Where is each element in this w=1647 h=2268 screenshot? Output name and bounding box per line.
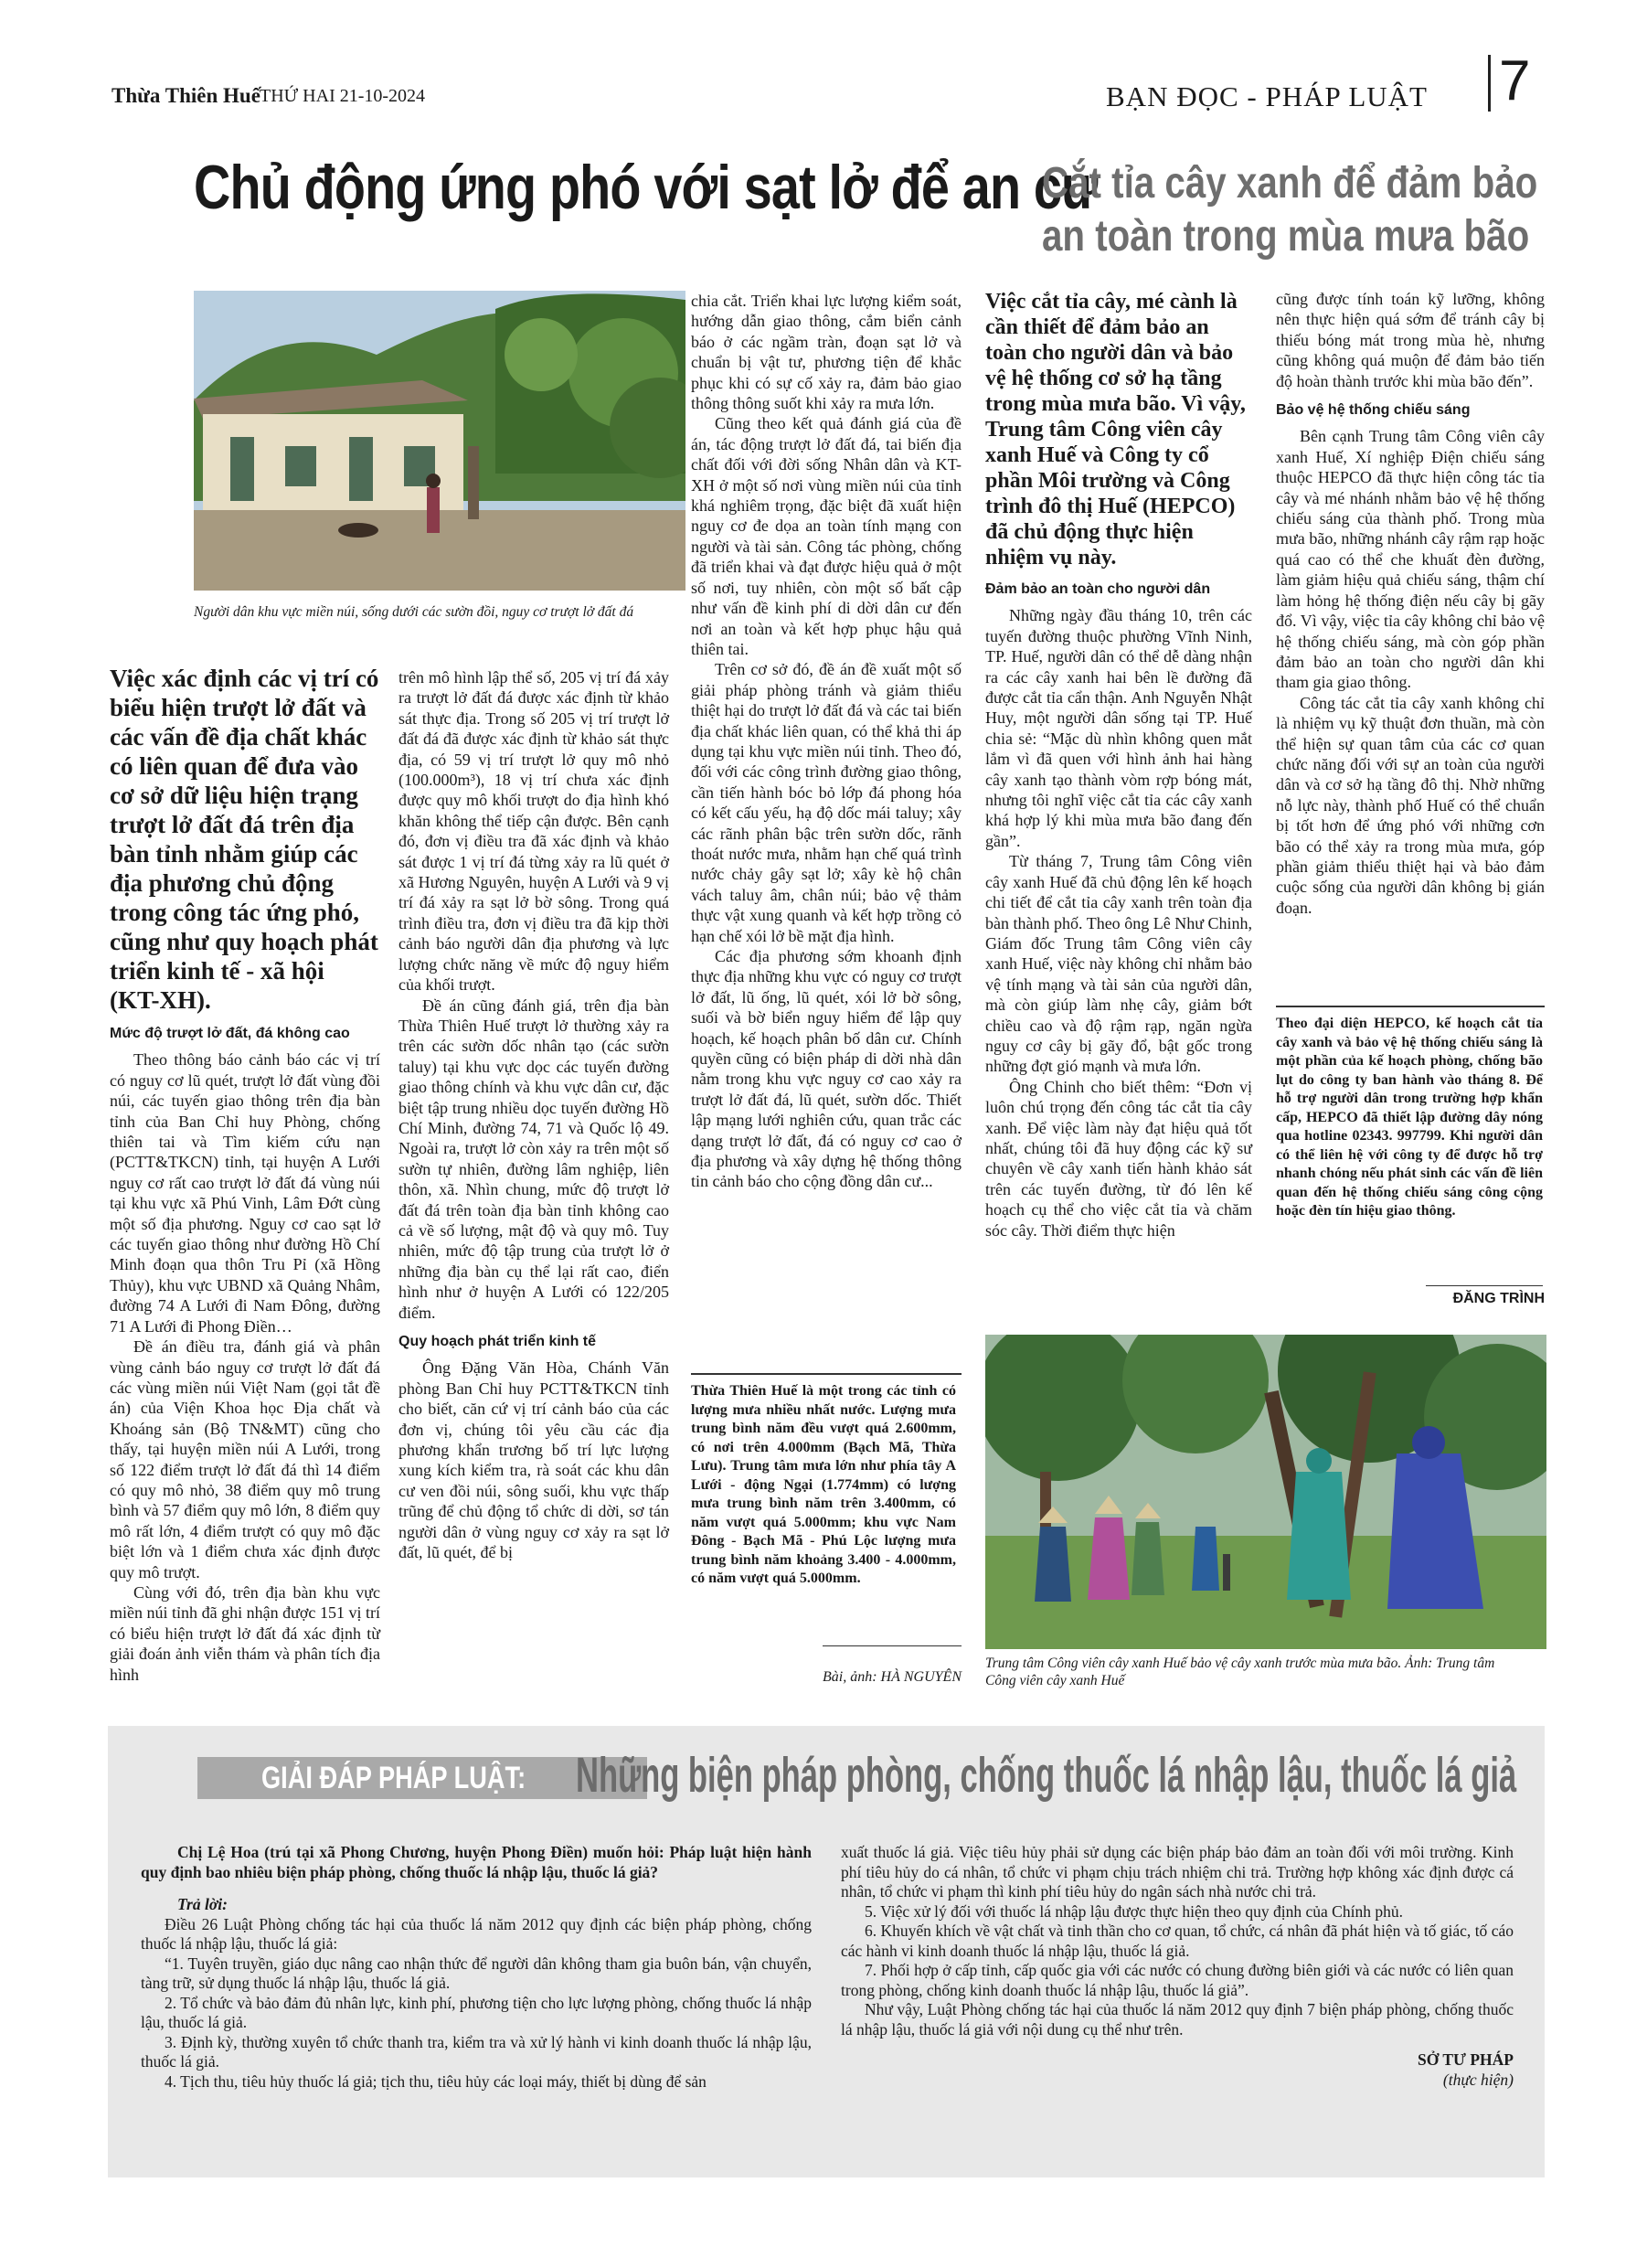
article2-byline-divider (1426, 1285, 1543, 1286)
article1-byline-divider (823, 1645, 962, 1646)
article2-paragraph: Bên cạnh Trung tâm Công viên cây xanh Huế, Xí nghiệp Điện chiếu sáng thuộc HEPCO đã thực hiện công tác tỉa cây và mé nhánh nhằm bảo vệ hệ thống chiếu sáng của thành phố. Trong mùa mưa bão, những nhánh cây rậm rạp hoặc quá cao có thể che khuất đèn đường, làm giảm hiệu quả chiếu sáng, thậm chí làm hỏng hệ thống điện nếu cây bị gãy đổ. Vì vậy, việc tỉa cây không chỉ bảo vệ hệ thống chiếu sáng, mà còn góp phần đảm bảo an toàn cho người dân khi tham gia giao thông. (1276, 427, 1545, 692)
article2-paragraph: Những ngày đầu tháng 10, trên các tuyến đường thuộc phường Vĩnh Ninh, TP. Huế, người dân có thể dễ dàng nhận ra các cây xanh hai bên lề đường đã được cắt tỉa cẩn thận. Anh Nguyễn Nhật Huy, một người dân sống tại TP. Huế chia sẻ: “Mặc dù nhìn không quen mắt lắm vì đã quen với hình ảnh hai hàng cây xanh tạo thành vòm rợp bóng mát, nhưng tôi nghĩ việc cắt tỉa các cây xanh khá hợp lý khi mùa mưa bão đang đến gần”. (985, 606, 1252, 850)
tree-workers-photo-illustration (985, 1335, 1546, 1649)
legal-paragraph: Như vậy, Luật Phòng chống tác hại của thuốc lá năm 2012 quy định 7 biện pháp phòng, chống thuốc lá nhập lậu, thuốc lá giả với nội dung cụ thể như trên. (841, 2000, 1514, 2039)
article2-subhead-2: Bảo vệ hệ thống chiếu sáng (1276, 402, 1471, 419)
article2-info-box: Theo đại diện HEPCO, kế hoạch cắt tỉa cây xanh và bảo vệ hệ thống chiếu sáng là một phần của kế hoạch phòng, chống bão lụt do công ty ban hành vào tháng 8. Để hỗ trợ người dân trong trường hợp khẩn cấp, HEPCO đã thiết lập đường dây nóng qua hotline 02343. 997799. Khi người dân có thể liên hệ với công ty để được hỗ trợ nhanh chóng nếu phát sinh các vấn đề liên quan đến hệ thống chiếu sáng công cộng hoặc đèn tín hiệu giao thông. (1276, 1016, 1543, 1219)
article1-paragraph: Đề án cũng đánh giá, trên địa bàn Thừa Thiên Huế trượt lở thường xảy ra trên các sườn dốc nhân tạo (các sườn taluy) tại khu vực dọc các tuyến đường giao thông chính và khu vực dân cư, đặc biệt tập trung nhiều dọc tuyến đường Hồ Chí Minh, đường 74, 71 và Quốc lộ 49. Ngoài ra, trượt lở còn xảy ra trên một số sườn tự nhiên, đường lâm nghiệp, liên thôn, xã. Nhìn chung, mức độ trượt lở đất đá trên toàn địa bàn tỉnh không cao cả về số lượng, mật độ và quy mô. Tuy nhiên, mức độ tập trung của trượt lở ở những địa bàn cụ thể lại rất cao, điển hình như ở huyện A Lưới có 122/205 điểm. (398, 996, 669, 1322)
article1-byline: Bài, ảnh: HÀ NGUYÊN (823, 1669, 962, 1685)
article1-paragraph: Các địa phương sớm khoanh định thực địa những khu vực có nguy cơ trượt lở đất, lũ ống, lũ quét, xói lở bờ sông, suối và bờ biển nguy hiểm để lập quy hoạch, kế hoạch phân bố dân cư. Chính quyền cũng có biện pháp di dời nhà dân nằm trong khu vực nguy cơ cao xảy ra trượt lở đất đá, lũ quét, sườn dốc. Thiết lập mạng lưới nghiên cứu, quan trắc các dạng trượt lở đất, đá có nguy cơ cao ở địa phương và xây dựng hệ thống thông tin cảnh báo cho cộng đồng dân cư... (691, 947, 962, 1191)
legal-paragraph: 7. Phối hợp ở cấp tỉnh, cấp quốc gia với các nước có chung đường biên giới và các nước có liên quan trong phòng, chống kinh doanh thuốc lá nhập lậu, thuốc lá giả”. (841, 1961, 1514, 1999)
article1-photo (194, 291, 685, 591)
article1-paragraph: Đề án điều tra, đánh giá và phân vùng cảnh báo nguy cơ trượt lở đất đá các vùng miền núi Việt Nam (gọi tắt đề án) của Viện Khoa học Địa chất và Khoáng sản (Bộ TN&MT) cũng cho thấy, tại huyện miền núi A Lưới, trong số 122 điểm trượt lở đất đá thì 14 điểm có quy mô nhỏ, 38 điểm quy mô trung bình và 57 điểm quy mô lớn, 8 điểm quy mô rất lớn, 4 điểm trượt có quy mô đặc biệt lớn và 1 điểm chưa xác định được quy mô trượt. (110, 1337, 380, 1581)
legal-question: Chị Lệ Hoa (trú tại xã Phong Chương, huyện Phong Điền) muốn hỏi: Pháp luật hiện hành quy định bao nhiêu biện pháp phòng, chống thuốc lá nhập lậu, thuốc lá giả? (141, 1843, 812, 1881)
article2-photo (985, 1335, 1546, 1649)
article1-paragraph: Trên cơ sở đó, đề án đề xuất một số giải pháp phòng tránh và giảm thiểu thiệt hại do trượt lở đất đá và các tai biến địa chất khác liên quan, có thể khả thi áp dụng tại khu vực miền núi tỉnh. Theo đó, đối với các công trình đường giao thông, cần tiến hành bóc bỏ lớp đá phong hóa có kết cấu yếu, hạ độ dốc mái taluy; xây các rãnh phân bậc trên sườn dốc, rãnh thoát nước mưa, nhằm hạn chế quá trình nước chảy gây sạt lở; xây kè hộ chân vách taluy âm, chân núi; bảo vệ thảm thực vật xung quanh và kết hợp trồng cỏ hạn chế xói lở bề mặt địa hình. (691, 660, 962, 945)
article2-title-line-1: Cắt tỉa cây xanh để đảm bảo (1042, 159, 1538, 208)
article2-title (1042, 157, 1609, 263)
article1-fact-box: Thừa Thiên Huế là một trong các tỉnh có lượng mưa nhiều nhất nước. Lượng mưa trung bình năm đều vượt quá 2.600mm, có nơi trên 4.000mm (Bạch Mã, Thừa Lưu). Trung tâm mưa lớn như phía tây A Lưới - động Ngại (1.774mm) có lượng mưa trung bình năm trên 3.400mm, có năm vượt quá 5.000mm; khu vực Nam Đông - Bạch Mã - Phú Lộc lượng mưa trung bình năm khoảng 3.400 - 4.000mm, có năm vượt quá 5.000mm. (691, 1383, 956, 1586)
article1-paragraph: trên mô hình lập thể số, 205 vị trí đá xảy ra trượt lở đất đá được xác định từ khảo sát thực địa. Trong số 205 vị trí trượt lở đất đá đã được xác định từ khảo sát thực địa, có 59 vị trí trượt lở quy mô nhỏ (100.000m³), 18 vị trí chưa xác định được quy mô khối trượt do địa hình khó khăn không thể tiếp cận được. Bên cạnh đó, đơn vị điều tra đã xác định và khảo sát được 1 vị trí đá từng xảy ra lũ quét ở xã Hương Nguyên, huyện A Lưới và 9 vị trí đá xảy ra sạt lở bờ sông. Trong quá trình điều tra, đơn vị điều tra đã kịp thời cảnh báo người dân địa phương và lực lượng chức năng về mức độ nguy hiểm của khối trượt. (398, 668, 669, 995)
legal-paragraph: Điều 26 Luật Phòng chống tác hại của thuốc lá năm 2012 quy định các biện pháp phòng, chống thuốc lá nhập lậu, thuốc lá giả: (141, 1914, 812, 1953)
header-divider (1488, 55, 1491, 112)
article1-paragraph: Theo thông báo cảnh báo các vị trí có nguy cơ lũ quét, trượt lở đất vùng đồi núi, các tuyến giao thông trên địa bàn tỉnh của Ban Chỉ huy Phòng, chống thiên tai và Tìm kiếm cứu nạn (PCTT&TKCN) tỉnh, tại huyện A Lưới nguy cơ rất cao trượt lở đất đá vùng núi tại khu vực xã Phú Vinh, Lâm Đớt cùng một số địa phương. Nguy cơ cao sạt lở các tuyến giao thông như đường Hồ Chí Minh đoạn qua thôn Tru Pỉ (xã Hồng Thủy), khu vực UBND xã Quảng Nhâm, đường 74 A Lưới đi Nam Đông, đường 71 A Lưới đi Phong Điền… (110, 1050, 380, 1336)
legal-title: Những biện pháp phòng, chống thuốc lá nhập lậu, thuốc lá giả (576, 1748, 1517, 1803)
paper-name: Thừa Thiên Huế (112, 84, 260, 107)
legal-label: GIẢI ĐÁP PHÁP LUẬT: (261, 1761, 526, 1795)
article1-column-3 (691, 291, 962, 1192)
article1-paragraph: Cũng theo kết quả đánh giá của đề án, tác động trượt lở đất đá, tai biến địa chất đối với đời sống Nhân dân và KT-XH ở một số nơi vùng miền núi của tỉnh khá nghiêm trọng, đặc biệt đã xuất hiện nguy cơ đe dọa an toàn tính mạng con người và tài sản. Công tác phòng, chống đã triển khai và đạt được hiệu quả ở một số nơi, tuy nhiên, còn một số bất cập như vấn đề kinh phí di dời dân cư đến nơi an toàn và kết hợp phục hậu quả thiên tai. (691, 414, 962, 658)
legal-section (108, 1726, 1545, 2177)
legal-paragraph: 2. Tổ chức và bảo đảm đủ nhân lực, kinh phí, phương tiện cho lực lượng phòng, chống thuốc lá nhập lậu, thuốc lá giả. (141, 1993, 812, 2031)
legal-paragraph: “1. Tuyên truyền, giáo dục nâng cao nhận thức để người dân không tham gia buôn bán, vận chuyển, tàng trữ, sử dụng thuốc lá nhập lậu, thuốc lá giả. (141, 1954, 812, 1992)
page-number: 7 (1499, 49, 1531, 112)
legal-column-1 (141, 1843, 812, 2092)
article2-title-line-2: an toàn trong mùa mưa bão (1042, 212, 1530, 261)
article1-paragraph: Cùng với đó, trên địa bàn khu vực miền núi tỉnh đã ghi nhận được 151 vị trí có biểu hiện trượt lở đất đá xác định từ giải đoán ảnh viễn thám và phân tích địa hình (110, 1582, 380, 1684)
issue-date: THỨ HAI 21-10-2024 (260, 86, 426, 106)
section-name: BẠN ĐỌC - PHÁP LUẬT (1106, 80, 1428, 112)
legal-signature-note: (thực hiện) (1442, 2070, 1514, 2089)
article1-box-divider (691, 1373, 962, 1375)
article1-column-2 (398, 667, 669, 1562)
article2-photo-caption: Trung tâm Công viên cây xanh Huế bảo vệ cây xanh trước mùa mưa bão. Ảnh: Trung tâm Công viên cây xanh Huế (985, 1656, 1495, 1688)
legal-column-2 (841, 1843, 1514, 2090)
article2-paragraph: Từ tháng 7, Trung tâm Công viên cây xanh Huế đã chủ động lên kế hoạch chi tiết để cắt tỉa cây xanh trên toàn địa bàn thành phố. Theo ông Lê Như Chinh, Giám đốc Trung tâm Công viên cây xanh Huế, việc này không chỉ nhằm bảo vệ tính mạng và tài sản của người dân, mà còn giúp làm nhẹ cây, giảm bớt chiều cao và độ rậm rạp, ngăn ngừa nguy cơ cây bị gãy đổ, bật gốc trong những đợt gió mạnh và mưa lớn. (985, 852, 1252, 1076)
article1-title: Chủ động ứng phó với sạt lở để an cư (194, 153, 1098, 222)
house-photo-illustration (194, 291, 685, 591)
article2-subhead-1: Đảm bảo an toàn cho người dân (985, 581, 1211, 597)
legal-paragraph: xuất thuốc lá giả. Việc tiêu hủy phải sử dụng các biện pháp bảo đảm an toàn đối với môi trường. Kinh phí tiêu hủy do cá nhân, tổ chức vi phạm chịu trách nhiệm chi trả. Trường hợp không xác định được cá nhân, tổ chức vi phạm thì kinh phí tiêu hủy do ngân sách nhà nước chi trả. (841, 1843, 1514, 1901)
article2-paragraph: Công tác cắt tỉa cây xanh không chỉ là nhiệm vụ kỹ thuật đơn thuần, mà còn thể hiện sự quan tâm của các cơ quan chức năng đối với sự an toàn của người dân và cơ sở hạ tầng đô thị. Nhờ những nỗ lực này, thành phố Huế có thể chuẩn bị tốt hơn để ứng phó với những cơn bão có thể xảy ra trong mùa mưa, góp phần giảm thiểu thiệt hại và bảo đảm cuộc sống của người dân không bị gián đoạn. (1276, 693, 1545, 917)
legal-answer-label: Trả lời: (177, 1895, 228, 1913)
article1-subhead-1: Mức độ trượt lở đất, đá không cao (110, 1026, 350, 1041)
article2-paragraph: cũng được tính toán kỹ lưỡng, không nên thực hiện quá sớm để tránh cây bị thiếu bóng mát trong mùa hè, nhưng cũng không quá muộn để đảm bảo tiến độ hoàn thành trước khi mùa bão đến”. (1276, 290, 1545, 390)
article1-photo-caption: Người dân khu vực miền núi, sống dưới các sườn đồi, nguy cơ trượt lở đất đá (194, 604, 634, 620)
article2-byline: ĐĂNG TRÌNH (1452, 1291, 1545, 1306)
article2-lead: Việc cắt tỉa cây, mé cành là cần thiết để đảm bảo an toàn cho người dân và bảo vệ hệ thống cơ sở hạ tầng trong mùa mưa bão. Vì vậy, Trung tâm Công viên cây xanh Huế và Công ty cổ phần Môi trường và Công trình đô thị Huế (HEPCO) đã chủ động thực hiện nhiệm vụ này. (985, 290, 1246, 570)
article2-column-2 (1276, 289, 1545, 918)
masthead (112, 49, 1537, 117)
legal-paragraph: 4. Tịch thu, tiêu hủy thuốc lá giả; tịch thu, tiêu hủy các loại máy, thiết bị dùng để sản (165, 2071, 707, 2091)
legal-paragraph: 5. Việc xử lý đối với thuốc lá nhập lậu được thực hiện theo quy định của Chính phủ. (865, 1901, 1403, 1921)
article1-lead: Việc xác định các vị trí có biểu hiện trượt lở đất và các vấn đề địa chất khác có liên quan để đưa vào cơ sở dữ liệu hiện trạng trượt lở đất đá trên địa bàn tỉnh nhằm giúp các địa phương chủ động trong công tác ứng phó, cũng như quy hoạch phát triển kinh tế - xã hội (KT-XH). (110, 665, 379, 1014)
legal-signature: SỞ TƯ PHÁP (1417, 2050, 1514, 2069)
legal-paragraph: 6. Khuyến khích về vật chất và tinh thần cho cơ quan, tổ chức, cá nhân đã phát hiện và tố giác, tố cáo các hành vi kinh doanh thuốc lá nhập lậu, thuốc lá giả. (841, 1922, 1514, 1960)
legal-paragraph: 3. Định kỳ, thường xuyên tổ chức thanh tra, kiểm tra và xử lý hành vi kinh doanh thuốc lá nhập lậu, thuốc lá giả. (141, 2032, 812, 2071)
article1-subhead-2: Quy hoạch phát triển kinh tế (398, 1334, 597, 1349)
article1-paragraph: Ông Đặng Văn Hòa, Chánh Văn phòng Ban Chỉ huy PCTT&TKCN tỉnh cho biết, căn cứ vị trí cảnh báo của các đơn vị, chúng tôi yêu cầu các địa phương khẩn trương bố trí lực lượng xung kích kiểm tra, rà soát các khu dân cư ven đồi núi, sông suối, khu vực thấp trũng để chủ động tổ chức di dời, sơ tán người dân ở vùng nguy cơ xảy ra sạt lở đất, lũ quét, để bị (398, 1358, 669, 1562)
article2-column-1 (985, 289, 1252, 1240)
article2-paragraph: Ông Chinh cho biết thêm: “Đơn vị luôn chú trọng đến công tác cắt tỉa cây xanh. Để việc làm này đạt hiệu quả tốt nhất, chúng tôi đã huy động các kỹ sư chuyên về cây xanh tiến hành khảo sát trên các tuyến đường, từ đó lên kế hoạch cụ thể cho việc cắt tỉa và chăm sóc cây. Thời điểm thực hiện (985, 1077, 1252, 1240)
article2-box-divider (1276, 1006, 1545, 1007)
article1-paragraph: chia cắt. Triển khai lực lượng kiểm soát, hướng dẫn giao thông, cắm biển cảnh báo ở các ngầm tràn, đoạn sạt lở và chuẩn bị vật tư, phương tiện để khắc phục khi có sự cố xảy ra, đảm bảo giao thông thông suốt khi xảy ra mưa lớn. (691, 292, 962, 413)
article1-column-1 (110, 664, 380, 1685)
